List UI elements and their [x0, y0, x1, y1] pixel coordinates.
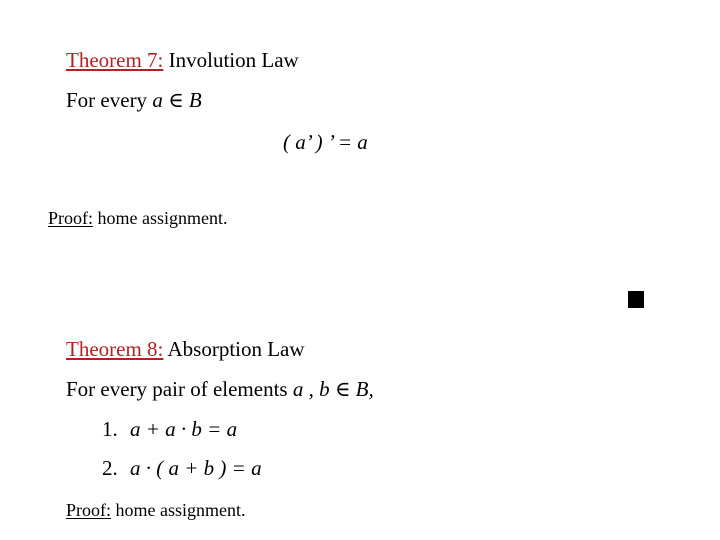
theorem7-for-every: For every: [66, 88, 148, 112]
theorem8-set: B,: [355, 377, 374, 401]
theorem7-quantifier: [66, 88, 202, 113]
theorem8-proof-label: Proof:: [66, 500, 111, 520]
theorem7-set: B: [188, 88, 202, 112]
theorem7-proof: [48, 208, 227, 229]
theorem8-elem-of: ∈: [334, 377, 351, 401]
theorem8-proof: [66, 500, 245, 521]
theorem7-var: a: [152, 88, 163, 112]
theorem8-proof-text: home assignment.: [115, 500, 246, 520]
theorem8-name: Absorption Law: [167, 337, 305, 361]
qed-square-icon: [628, 291, 644, 308]
theorem7-proof-text: home assignment.: [97, 208, 228, 228]
theorem8-item-2-number: 2.: [102, 456, 118, 480]
theorem8-label: Theorem 8:: [66, 337, 164, 361]
theorem8-heading: [66, 337, 305, 362]
theorem8-item-1-expr: a + a · b = a: [130, 417, 238, 441]
theorem8-vars: a , b: [292, 377, 330, 401]
theorem7-proof-label: Proof:: [48, 208, 93, 228]
theorem7-heading: [66, 48, 299, 73]
theorem8-item-1: [102, 417, 237, 442]
theorem8-quantifier: [66, 377, 374, 402]
theorem7-formula: ( a’ ) ’ = a: [283, 130, 368, 154]
theorem7-elem-of: ∈: [168, 88, 184, 112]
theorem8-for-every: For every pair of elements: [66, 377, 288, 401]
theorem8-item-2: [102, 456, 262, 481]
theorem7-label: Theorem 7:: [66, 48, 164, 72]
theorem7-name: Involution Law: [168, 48, 299, 72]
theorem8-item-2-expr: a · ( a + b ) = a: [130, 456, 262, 480]
theorem8-item-1-number: 1.: [102, 417, 118, 441]
